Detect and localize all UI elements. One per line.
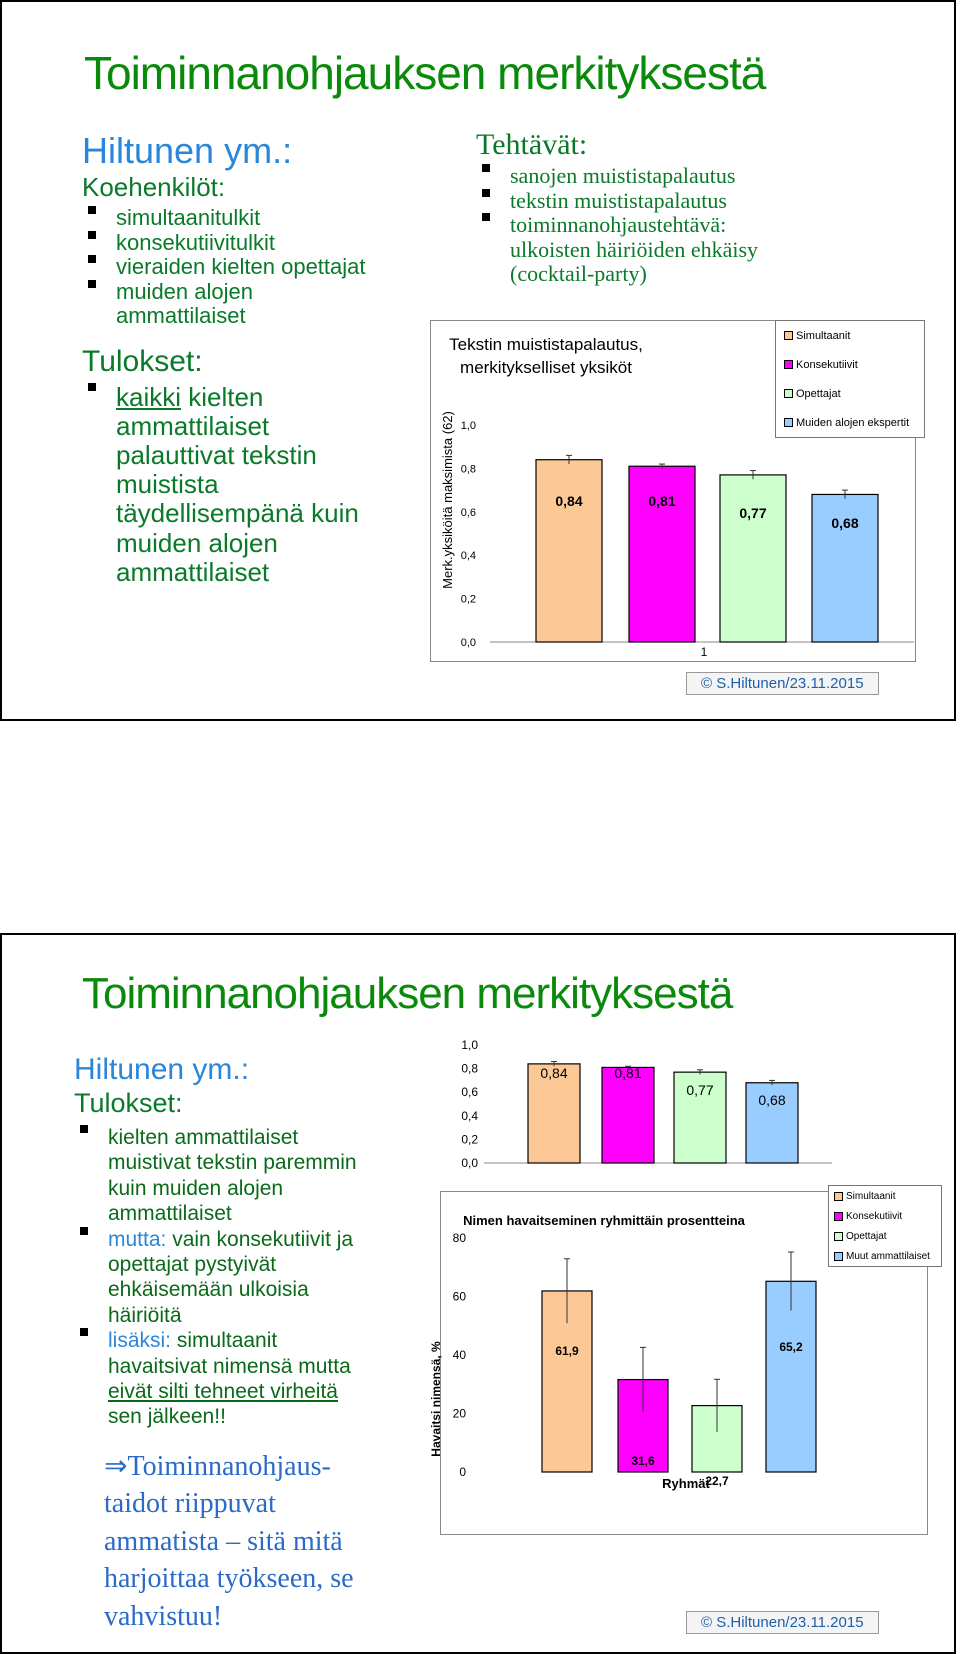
y-tick-label: 0 bbox=[459, 1465, 466, 1479]
y-tick-label: 40 bbox=[452, 1348, 466, 1362]
y-tick-label: 0,0 bbox=[460, 637, 476, 649]
legend-recall bbox=[775, 320, 925, 438]
y-axis-label: Havaitsi nimensä, % bbox=[429, 1341, 443, 1457]
legend-swatch bbox=[834, 1192, 843, 1201]
chart-title: Nimen havaitseminen ryhmittäin prosentteina bbox=[463, 1213, 745, 1228]
y-tick-label: 0,4 bbox=[460, 550, 476, 563]
legend-swatch bbox=[784, 360, 793, 369]
copyright-badge: © S.Hiltunen/23.11.2015 bbox=[686, 672, 879, 695]
y-tick-label: 0,6 bbox=[460, 506, 476, 519]
tasks-heading: Tehtävät: bbox=[476, 128, 588, 161]
subject-item: muiden alojen ammattilaiset bbox=[82, 280, 412, 329]
bar bbox=[720, 475, 786, 642]
data-label: 61,9 bbox=[555, 1344, 579, 1358]
y-tick-label: 0,0 bbox=[461, 1156, 478, 1170]
chart-title: merkitykselliset yksiköt bbox=[460, 358, 632, 377]
data-label: 0,81 bbox=[614, 1065, 642, 1081]
tasks-block bbox=[476, 128, 916, 287]
legend-name bbox=[828, 1185, 942, 1267]
y-tick-label: 0,8 bbox=[460, 463, 476, 476]
legend-item: Simultaanit bbox=[776, 321, 924, 350]
result-item: mutta: vain konsekutiivit ja opettajat pystyivät ehkäisemään ulkoisia häiriöitä bbox=[74, 1227, 424, 1329]
legend-swatch bbox=[784, 418, 793, 427]
subject-item: konsekutiivitulkit bbox=[82, 231, 412, 256]
legend-item: Muut ammattilaiset bbox=[829, 1246, 941, 1266]
task-item: toiminnanohjaustehtävä: ulkoisten häiriöiden ehkäisy (cocktail-party) bbox=[476, 213, 916, 287]
y-tick-label: 0,2 bbox=[460, 593, 476, 606]
author-line: Hiltunen ym.: bbox=[82, 130, 293, 171]
subjects-list bbox=[82, 206, 412, 329]
copyright-badge: © S.Hiltunen/23.11.2015 bbox=[686, 1611, 879, 1634]
conclusion: ⇒Toiminnanohjaus- taidot riippuvat ammatista – sitä mitä harjoittaa työkseen, se vahvistuu! bbox=[104, 1450, 354, 1632]
y-tick-label: 20 bbox=[452, 1406, 466, 1421]
y-tick-label: 60 bbox=[452, 1289, 466, 1304]
y-tick-label: 0,2 bbox=[461, 1132, 478, 1147]
results-list bbox=[74, 1125, 424, 1430]
y-tick-label: 0,6 bbox=[461, 1085, 478, 1100]
slide-2 bbox=[0, 933, 956, 1654]
data-label: 0,77 bbox=[686, 1082, 714, 1098]
subjects-heading: Koehenkilöt: bbox=[82, 172, 226, 202]
slide-1 bbox=[0, 0, 956, 721]
data-label: 0,84 bbox=[555, 493, 583, 509]
results-heading: Tulokset: bbox=[74, 1088, 183, 1118]
subject-item: simultaanitulkit bbox=[82, 206, 412, 231]
data-label: 0,84 bbox=[540, 1065, 568, 1081]
task-item: tekstin muististapalautus bbox=[476, 189, 916, 214]
data-label: 65,2 bbox=[779, 1340, 803, 1354]
result-item: kielten ammattilaiset muistivat tekstin paremmin kuin muiden alojen ammattilaiset bbox=[74, 1125, 424, 1227]
subject-item: vieraiden kielten opettajat bbox=[82, 255, 412, 280]
result-item: lisäksi: simultaanit havaitsivat nimensä mutta eivät silti tehneet virheitä sen jälkeen!! bbox=[74, 1328, 424, 1430]
legend-swatch bbox=[834, 1252, 843, 1261]
x-tick-label: 1 bbox=[700, 645, 708, 659]
y-tick-label: 80 bbox=[452, 1231, 466, 1245]
legend-item: Muiden alojen ekspertit bbox=[776, 408, 924, 437]
chart-title: Tekstin muististapalautus, bbox=[449, 335, 643, 354]
left-column bbox=[82, 130, 412, 587]
result-item: kaikki kielten ammattilaiset palauttivat tekstin muistista täydellisempänä kuin muiden alojen ammattilaiset bbox=[82, 383, 412, 587]
y-tick-label: 0,8 bbox=[461, 1061, 478, 1076]
legend-swatch bbox=[834, 1212, 843, 1221]
bar bbox=[602, 1067, 654, 1163]
slide-title: Toiminnanohjauksen merkityksestä bbox=[82, 969, 733, 1018]
left-column bbox=[74, 1053, 424, 1635]
chart-recall-mini bbox=[432, 1031, 832, 1181]
legend-swatch bbox=[784, 331, 793, 340]
legend-swatch bbox=[834, 1232, 843, 1241]
tasks-list bbox=[476, 164, 916, 287]
legend-item: Konsekutiivit bbox=[829, 1206, 941, 1226]
data-label: 0,68 bbox=[758, 1092, 786, 1108]
x-axis-label: Ryhmät bbox=[662, 1476, 710, 1491]
legend-swatch bbox=[784, 389, 793, 398]
data-label: 22,7 bbox=[705, 1474, 729, 1488]
results-heading: Tulokset: bbox=[82, 344, 203, 378]
legend-item: Opettajat bbox=[829, 1226, 941, 1246]
author-line: Hiltunen ym.: bbox=[74, 1053, 250, 1086]
y-tick-label: 0,4 bbox=[461, 1108, 478, 1123]
task-item: sanojen muististapalautus bbox=[476, 164, 916, 189]
results-list bbox=[82, 383, 412, 587]
y-axis-label: Merk.yksiköitä maksimista (62) bbox=[440, 411, 455, 589]
data-label: 0,77 bbox=[739, 505, 767, 521]
legend-item: Opettajat bbox=[776, 379, 924, 408]
y-tick-label: 1,0 bbox=[460, 420, 476, 432]
data-label: 0,81 bbox=[648, 493, 676, 509]
legend-item: Simultaanit bbox=[829, 1186, 941, 1206]
slide-title: Toiminnanohjauksen merkityksestä bbox=[84, 47, 766, 99]
data-label: 31,6 bbox=[631, 1454, 655, 1468]
bar bbox=[536, 460, 602, 642]
y-tick-label: 1,0 bbox=[461, 1038, 478, 1052]
legend-item: Konsekutiivit bbox=[776, 350, 924, 379]
data-label: 0,68 bbox=[831, 515, 859, 531]
